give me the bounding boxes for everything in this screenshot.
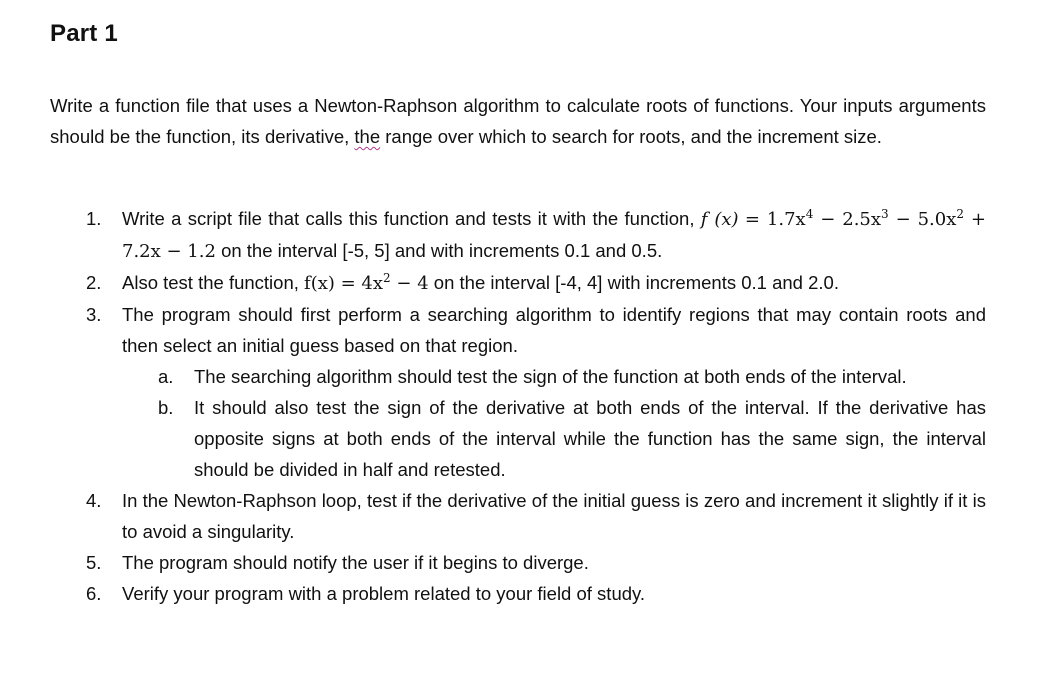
list-number: 6. [86,583,102,604]
list-item-text-tail: on the interval [-4, 4] with increments 0.1 and 2.0. [428,272,839,293]
list-number: 4. [86,490,102,511]
list-item-1 [86,203,986,267]
sub-item-a [158,361,986,392]
numbered-list [0,203,1046,609]
list-item-text: Verify your program with a problem related to your field of study. [122,583,646,604]
list-item-2 [86,267,986,299]
equation: $f(x) = 4x^2 - 4$ [304,271,429,294]
list-item-text: The program should notify the user if it begins to diverge. [122,552,589,573]
sub-item-letter: a. [158,366,174,387]
intro-text-start: Write a function file that uses a Newton-Raphson algorithm to calculate roots of functions. Your inputs arguments should be the function, its derivative, [50,95,986,147]
intro-paragraph [50,90,986,152]
list-item-text: The program should first perform a searching algorithm to identify regions that may contain roots and then select an initial guess based on that region. [122,304,986,356]
list-item-text-tail: on the interval [-5, 5] and with increments 0.1 and 0.5. [215,240,663,261]
sub-item-letter: b. [158,397,174,418]
equation-rhs: = $1.7x^4 - 2.5x^3 - 5.0x^2 + 7.2x - 1.2$ [122,207,986,262]
list-item-text: In the Newton-Raphson loop, test if the derivative of the initial guess is zero and increment it slightly if it is to avoid a singularity. [122,490,986,542]
list-number: 5. [86,552,102,573]
list-item-4 [86,485,986,547]
flagged-word: the [354,126,381,147]
sub-item-text: It should also test the sign of the derivative at both ends of the interval. If the derivative has opposite signs at both ends of the interval while the function has the same sign, the interval should be divided in half and retested. [194,397,986,480]
list-item-text: Also test the function, [122,272,305,293]
page-title: Part 1 [50,20,118,47]
sub-item-b [158,392,986,485]
list-number: 2. [86,272,102,293]
sub-item-text: The searching algorithm should test the sign of the function at both ends of the interval. [194,366,907,387]
list-item-5 [86,547,986,578]
list-item-3 [86,299,986,361]
list-number: 1. [86,208,102,229]
equation-lhs: f (x) [700,209,739,230]
intro-text-end: range over which to search for roots, and the increment size. [380,126,882,147]
list-number: 3. [86,304,102,325]
list-item-6 [86,578,986,609]
list-item-text: Write a script file that calls this function and tests it with the function, [122,208,701,229]
